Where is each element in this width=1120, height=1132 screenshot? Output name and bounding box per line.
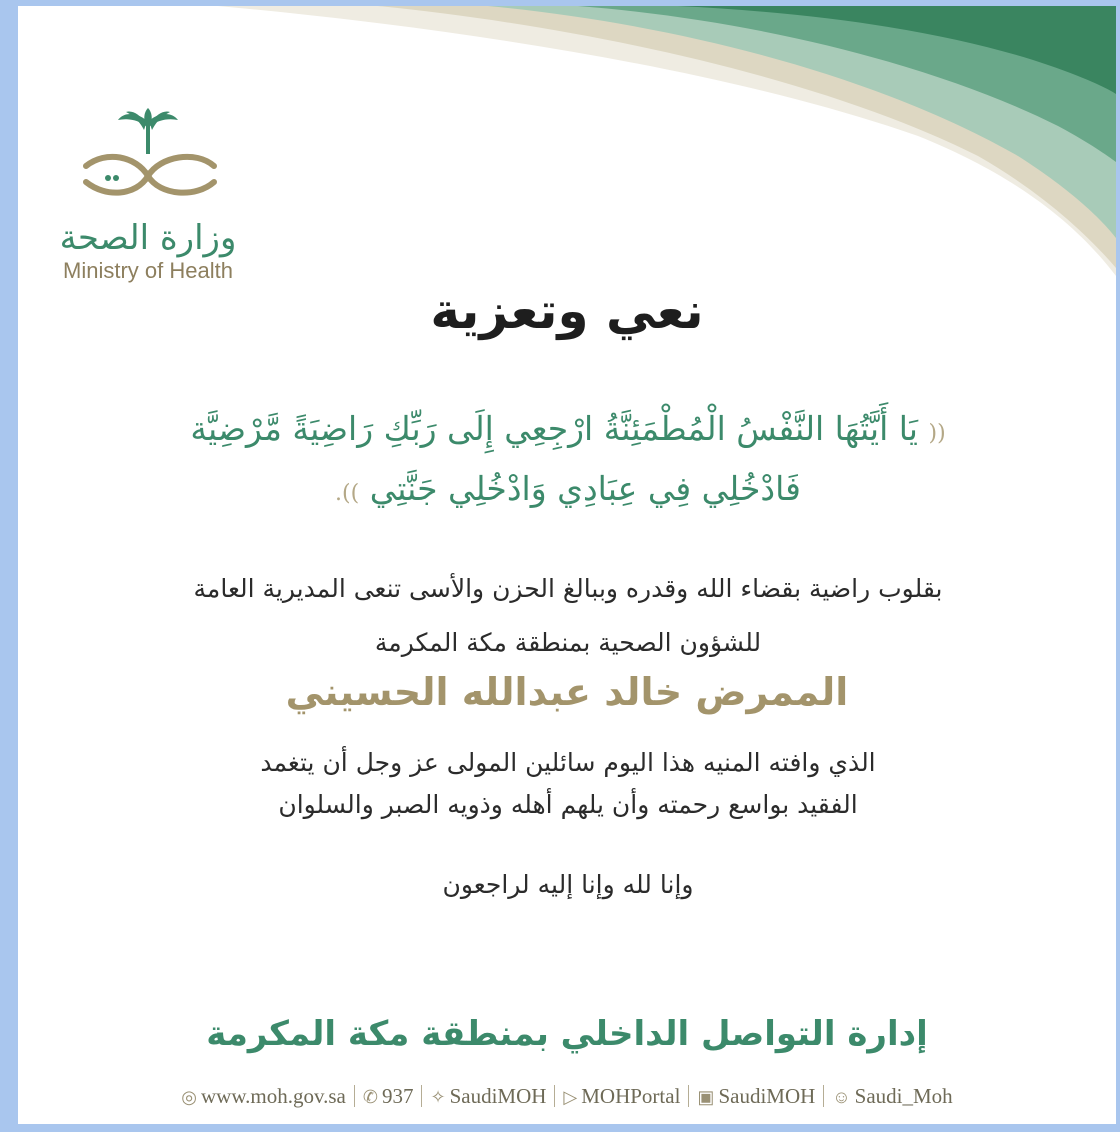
footer-divider [823,1085,824,1107]
footer-twitter[interactable]: ✧ SaudiMOH [430,1083,547,1108]
body-line-1: بقلوب راضية بقضاء الله وقدره وببالغ الحزن والأسى تنعى المديرية العامة [193,574,943,603]
signature: إدارة التواصل الداخلي بمنطقة مكة المكرمة [206,1014,928,1054]
verse-close-mark: )). [335,481,360,506]
footer-divider [354,1085,355,1107]
footer-website[interactable]: ◎ www.moh.gov.sa [181,1083,346,1108]
twitter-icon: ✧ [430,1086,446,1107]
snapchat-icon: ☺ [832,1086,851,1107]
globe-icon: ◎ [181,1086,198,1107]
facebook-icon: ▣ [697,1086,715,1107]
ministry-name-arabic: وزارة الصحة [59,218,237,258]
footer-divider [688,1085,689,1107]
verse-text-2: فَادْخُلِي فِي عِبَادِي وَادْخُلِي جَنَّتِي [369,469,801,508]
deceased-name: الممرض خالد عبدالله الحسيني [285,670,849,714]
quran-verse-line-1 [88,398,1048,465]
footer-divider [421,1085,422,1107]
youtube-icon: ▷ [563,1086,578,1107]
condolence-card [18,6,1116,1124]
footer-snapchat[interactable]: ☺ Saudi_Moh [832,1083,953,1108]
footer-facebook[interactable]: ▣ SaudiMOH [697,1083,816,1108]
verse-text-1: يَا أَيَّتُهَا النَّفْسُ الْمُطْمَئِنَّةُ ارْجِعِي إِلَى رَبِّكِ رَاضِيَةً مَّرْضِيَّة [190,409,918,448]
closing-phrase: وإنا لله وإنا إليه لراجعون [442,870,694,899]
ministry-name-english: Ministry of Health [63,258,233,283]
footer-youtube[interactable]: ▷ MOHPortal [563,1083,681,1108]
footer-contacts [18,1082,1116,1109]
ministry-logo-icon [46,106,256,216]
footer-divider [554,1085,555,1107]
body-line-2: للشؤون الصحية بمنطقة مكة المكرمة [374,628,762,657]
body-line-4: الفقيد بواسع رحمته وأن يلهم أهله وذويه الصبر والسلوان [278,790,858,819]
phone-icon: ✆ [362,1086,378,1107]
page-title: نعي وتعزية [430,282,704,340]
quran-verse-line-2 [88,458,1048,525]
verse-open-mark: (( [928,421,946,446]
body-line-3: الذي وافته المنيه هذا اليوم سائلين المولى عز وجل أن يتغمد [260,748,876,777]
footer-phone[interactable]: ✆ 937 [362,1083,414,1108]
